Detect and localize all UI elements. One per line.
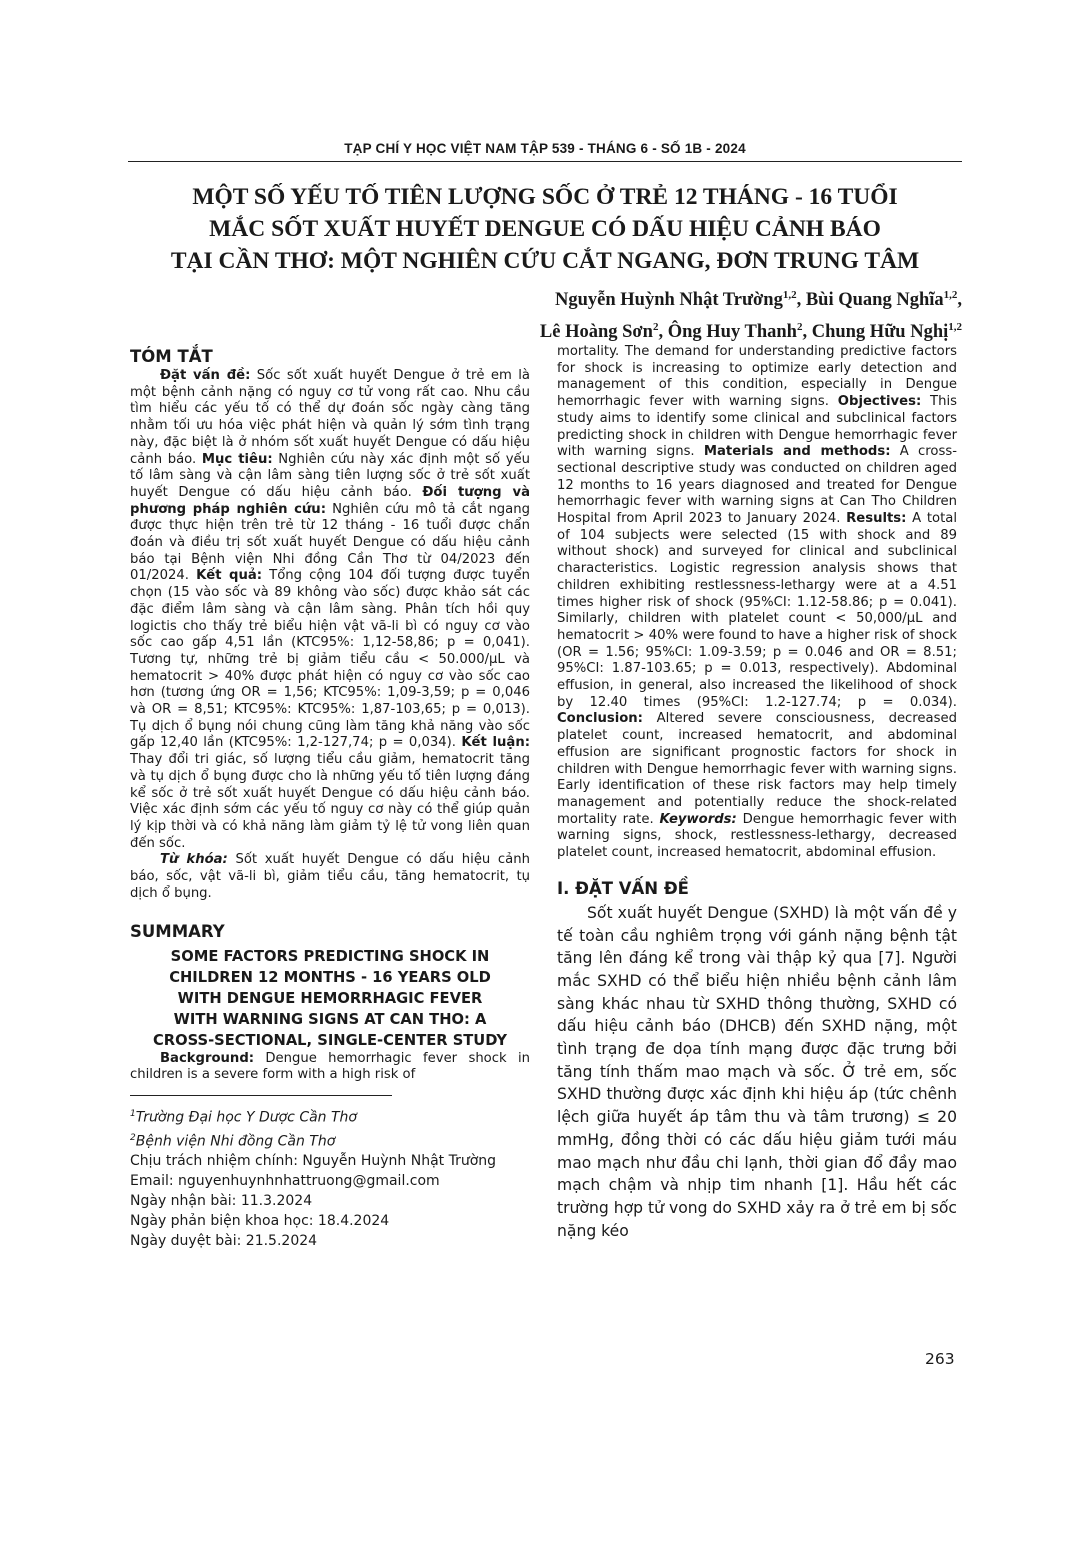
- abstract-heading: TÓM TẮT: [130, 347, 213, 366]
- affiliation-1: $^1$Trường Đại học Y Dược Cần Thơ: [130, 1108, 357, 1126]
- author-affiliation: 1,2: [782, 289, 797, 301]
- title-line: MỘT SỐ YẾU TỐ TIÊN LƯỢNG SỐC Ở TRẺ 12 THÁNG - 16 TUỔI: [192, 184, 898, 210]
- date-received: Ngày nhận bài: 11.3.2024: [130, 1193, 313, 1210]
- authors-line: Nguyễn Huỳnh Nhật Trường$^{1,2}$, Bùi Quang Nghĩa$^{1,2}$,: [555, 289, 962, 311]
- title-line: TẠI CẦN THƠ: MỘT NGHIÊN CỨU CẮT NGANG, ĐƠN TRUNG TÂM: [170, 248, 920, 274]
- author-name: Bùi Quang Nghĩa: [805, 290, 944, 311]
- affiliation-2: $^2$Bệnh viện Nhi đồng Cần Thơ: [130, 1132, 336, 1150]
- footnote-rule: [130, 1095, 392, 1096]
- author-name: Lê Hoàng Sơn: [539, 322, 653, 343]
- vietnamese-abstract: Đặt vấn đề: Sốc sốt xuất huyết Dengue ở trẻ em là một bệnh cảnh nặng có nguy cơ tử vong rất cao. Nhu cầu tìm hiểu các yếu tố có thể dự đoán sốc ngày càng tăng nhằm tối ưu hóa việc phát hiện và quản lý sớm tình trạng này, đặc biệt là ở nhóm sốt xuất huyết Dengue có dấu hiệu cảnh báo. Mục tiêu: Nghiên cứu này xác định một số yếu tố lâm sàng và cận lâm sàng tiên lượng sốc ở trẻ sốt xuất huyết Dengue có dấu hiệu cảnh báo. Đối tượng và phương pháp nghiên cứu: Nghiên cứu mô tả cắt ngang được thực hiện trên trẻ từ 12 tháng - 16 tuổi được chẩn đoán và điều trị sốt xuất huyết Dengue có dấu hiệu cảnh báo tại Bệnh viện Nhi đồng Cần Thơ từ 04/2023 đến 01/2024. Kết quả: Tổng cộng 104 đối tượng được tuyển chọn (15 vào sốc và 89 không vào sốc) được khảo sát các đặc điểm lâm sàng và cận lâm sàng. Phân tích hồi quy logictis cho thấy trẻ biểu hiện vật vã-li bì có nguy cơ vào sốc cao gấp 4,51 lần (KTC95%: 1,12-58,86; p = 0,041). Tương tự, những trẻ bị giảm tiểu cầu < 50.000/μL và hematocrit > 40% được phát hiện có nguy cơ vào sốc cao hơn (tương ứng OR = 1,56; KTC95%: 1,09-3,59; p = 0,046 và OR = 8,51; KTC95%: KTC95%: 1,87-103,65; p = 0,013). Tụ dịch ổ bụng nói chung cũng làm tăng khả năng vào sốc gấp 12,40 lần (KTC95%: 1,2-127,74; p = 0,034). Kết luận: Thay đổi tri giác, số lượng tiểu cầu giảm, hematocrit tăng và tụ dịch ổ bụng được cho là những yếu tố tiên lượng đáng kể sốc ở trẻ sốt xuất huyết Dengue có dấu hiệu cảnh báo. Việc xác định sớm các yếu tố nguy cơ này có thể giúp quản lý kịp thời và có khả năng làm giảm tỷ lệ tử vong liên quan đến sốc.: [130, 368, 531, 851]
- article-title: [128, 181, 962, 277]
- author-name: Ông Huy Thanh: [667, 322, 797, 343]
- english-abstract-continued: mortality. The demand for understanding predictive factors for shock is increasing to optimize early detection and management of this condition, especially in Dengue hemorrhagic fever with warning signs. Objectives: This study aims to identify some clinical and subclinical factors predicting shock in children with Dengue hemorrhagic fever with warning signs. Materials and methods: A cross-sectional descriptive study was conducted on children aged 12 months to 16 years diagnosed and treated for Dengue hemorrhagic fever with warning signs at Can Tho Children Hospital from April 2023 to January 2024. Results: A total of 104 subjects were selected (15 with shock and 89 without shock) and surveyed for clinical and subclinical characteristics. Logistic regression analysis shows that children exhibiting restlessness-lethargy were at a 4.51 times higher risk of shock (95%CI: 1.12-58.86; p = 0.041). Similarly, children with platelet count < 50,000/μL and hematocrit > 40% were found to have a higher risk of shock (OR = 1.56; 95%CI: 1.09-3.59; p = 0.046 and OR = 8.51; 95%CI: 1.87-103.65; p = 0.013, respectively). Abdominal effusion, in general, also increased the likelihood of shock by 12.40 times (95%CI: 1.2-127.74; p = 0.034). Conclusion: Altered severe consciousness, decreased platelet count, increased hematocrit, and abdominal effusion are significant prognostic factors for shock in children with Dengue hemorrhagic fever with warning signs. Early identification of these risk factors may help timely management and potentially reduce the shock-related mortality rate. Keywords: Dengue hemorrhagic fever with warning signs, shock, restlessness-lethargy, decreased platelet count, increased hematocrit, abdominal effusion.: [557, 344, 958, 861]
- page-number: 263: [925, 1350, 955, 1368]
- header-rule: [128, 161, 962, 162]
- vietnamese-keywords: Từ khóa: Sốt xuất huyết Dengue có dấu hiệu cảnh báo, sốc, vật vã-li bì, giảm tiểu cầu, tăng hematocrit, tụ dịch ổ bụng.: [130, 852, 530, 901]
- authors-line: Lê Hoàng Sơn$^2$, Ông Huy Thanh$^2$, Chung Hữu Nghị$^{1,2}$: [539, 321, 962, 343]
- author-affiliation: 2: [652, 321, 659, 334]
- left-column: [130, 346, 530, 1251]
- author-affiliation: 1,2: [948, 321, 962, 334]
- author-name: Nguyễn Huỳnh Nhật Trường: [555, 290, 783, 311]
- english-title: SOME FACTORS PREDICTING SHOCK IN CHILDREN 12 MONTHS - 16 YEARS OLD WITH DENGUE HEMORRHAGIC FEVER WITH WARNING SIGNS AT CAN THO: A CROSS-SECTIONAL, SINGLE-CENTER STUDY: [153, 947, 507, 1049]
- right-column: [557, 344, 957, 1242]
- section-1-paragraph: Sốt xuất huyết Dengue (SXHD) là một vấn đề y tế toàn cầu nghiêm trọng với gánh nặng bệnh tật tăng lên đáng kể trong vài thập kỷ qua [7]. Người mắc SXHD có thể biểu hiện nhiều bệnh cảnh lâm sàng khác nhau từ SXHD thông thường, SXHD có dấu hiệu cảnh báo (DHCB) đến SXHD nặng, một tình trạng đe dọa tính mạng được đặc trưng bởi tăng tính thấm mao mạch và sốc. Ở trẻ em, sốc SXHD thường được xác định khi hiệu áp (tức chênh lệch giữa huyết áp tâm thu và tâm trương) ≤ 20 mmHg, đồng thời có các dấu hiệu giảm tưới máu mao mạch như đầu chi lạnh, thời gian đổ đầy mao mạch chậm và nhịp tim nhanh [1]. Hầu hết các trường hợp tử vong do SXHD xảy ra ở trẻ em bị sốc nặng kéo: [557, 903, 957, 1240]
- date-approved: Ngày duyệt bài: 21.5.2024: [130, 1233, 318, 1250]
- author-affiliation: 2: [796, 321, 803, 334]
- corresponding-author: Chịu trách nhiệm chính: Nguyễn Huỳnh Nhật Trường: [130, 1153, 497, 1170]
- author-affiliation: 1,2: [943, 289, 958, 301]
- summary-heading: SUMMARY: [130, 921, 225, 941]
- journal-header: TẠP CHÍ Y HỌC VIỆT NAM TẬP 539 - THÁNG 6 - SỐ 1B - 2024: [344, 141, 746, 156]
- english-abstract-start: Background: Dengue hemorrhagic fever shock in children is a severe form with a high risk of: [130, 1050, 530, 1083]
- author-name: Chung Hữu Nghị: [811, 322, 949, 343]
- title-line: MẮC SỐT XUẤT HUYẾT DENGUE CÓ DẤU HIỆU CẢNH BÁO: [209, 216, 881, 242]
- date-reviewed: Ngày phản biện khoa học: 18.4.2024: [130, 1213, 390, 1230]
- email: Email: nguyenhuynhnhattruong@gmail.com: [130, 1173, 440, 1190]
- section-1-heading: I. ĐẶT VẤN ĐỀ: [557, 878, 689, 898]
- authors: [540, 282, 962, 346]
